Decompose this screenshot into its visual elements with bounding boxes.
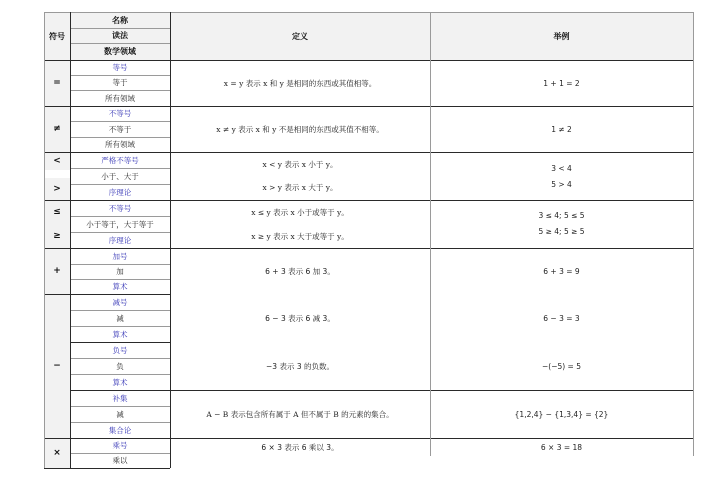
grid-line	[44, 248, 693, 249]
grid-line	[70, 390, 693, 391]
field-equals: 所有领域	[105, 93, 135, 103]
grid-line	[44, 152, 693, 153]
definition-not-equal: x ≠ y 表示 x 和 y 不是相同的东西或其值不相等。	[216, 124, 384, 134]
symbol-times: ×	[44, 438, 70, 468]
example-plus: 6 + 3 = 9	[543, 266, 580, 276]
example-minus: 6 − 3 = 3	[543, 313, 580, 323]
example-equals: 1 + 1 = 2	[543, 78, 580, 88]
field-complement: 集合论	[108, 425, 132, 435]
grid-line	[70, 168, 170, 169]
name-strict-inequality: 严格不等号	[101, 155, 139, 165]
definition-complement: A − B 表示包含所有属于 A 但不属于 B 的元素的集合。	[206, 409, 394, 419]
grid-line	[44, 12, 693, 13]
name-equals: 等号	[112, 63, 128, 72]
example-greater-equal: 5 ≥ 4; 5 ≥ 5	[538, 226, 585, 236]
name-not-equal: 不等号	[108, 109, 132, 118]
definition-less-than: x < y 表示 x 小于 y。	[262, 159, 338, 169]
definition-greater-equal: x ≥ y 表示 x 大于或等于 y。	[251, 231, 349, 241]
symbol-greater-equal: ≥	[44, 224, 70, 248]
grid-line	[70, 137, 170, 138]
grid-line	[70, 121, 170, 122]
reading-minus: 减	[116, 313, 124, 323]
field-plus: 算术	[112, 282, 128, 291]
symbol-greater-than: >	[44, 178, 70, 200]
symbol-less-than: <	[44, 152, 70, 170]
grid-line	[70, 184, 170, 185]
example-times: 6 × 3 = 18	[540, 442, 583, 452]
grid-line	[70, 264, 170, 265]
symbol-minus: −	[44, 294, 70, 438]
grid-line	[430, 12, 431, 456]
field-not-equal: 所有领域	[105, 140, 135, 149]
field-negative: 算术	[112, 377, 128, 387]
definition-minus: 6 − 3 表示 6 减 3。	[265, 313, 335, 323]
field-inequality: 序理论	[108, 235, 132, 245]
definition-negative: −3 表示 3 的负数。	[266, 361, 334, 371]
example-negative: −(−5) = 5	[541, 361, 582, 371]
grid-line	[70, 326, 170, 327]
reading-negative: 负	[116, 361, 124, 371]
header-reading: 读法	[70, 28, 170, 43]
reading-strict-inequality: 小于、大于	[101, 171, 139, 181]
grid-line	[170, 12, 171, 468]
definition-plus: 6 + 3 表示 6 加 3。	[265, 266, 335, 276]
grid-line	[70, 374, 170, 375]
reading-not-equal: 不等于	[108, 124, 132, 134]
grid-line	[70, 310, 170, 311]
field-minus: 算术	[112, 329, 128, 339]
grid-line	[70, 342, 170, 343]
example-greater-than: 5 > 4	[551, 179, 572, 189]
definition-times: 6 × 3 表示 6 乘以 3。	[261, 442, 339, 452]
grid-line	[70, 422, 170, 423]
name-inequality: 不等号	[108, 203, 132, 213]
grid-line	[70, 12, 71, 468]
grid-line	[70, 358, 170, 359]
reading-inequality: 小于等于，大于等于	[86, 219, 154, 229]
reading-times: 乘以	[112, 456, 128, 465]
header-field: 数学领域	[70, 43, 170, 60]
name-negative: 负号	[112, 345, 128, 355]
grid-line	[70, 453, 170, 454]
grid-line	[44, 438, 693, 439]
definition-less-equal: x ≤ y 表示 x 小于或等于 y。	[251, 207, 349, 217]
name-minus: 减号	[112, 297, 128, 307]
symbol-equals: =	[44, 60, 70, 106]
grid-line	[70, 90, 170, 91]
symbol-less-equal: ≤	[44, 200, 70, 224]
grid-line	[70, 232, 170, 233]
reading-plus: 加	[116, 267, 124, 276]
grid-line	[44, 468, 170, 469]
grid-line	[70, 28, 170, 29]
header-name: 名称	[70, 12, 170, 28]
grid-line	[70, 75, 170, 76]
grid-line	[70, 279, 170, 280]
symbol-not-equal: ≠	[44, 106, 70, 152]
name-plus: 加号	[112, 251, 128, 261]
grid-line	[44, 200, 693, 201]
example-not-equal: 1 ≠ 2	[551, 124, 572, 134]
name-complement: 补集	[112, 393, 128, 403]
symbol-plus: +	[44, 248, 70, 294]
example-less-equal: 3 ≤ 4; 5 ≤ 5	[538, 210, 585, 220]
grid-line	[693, 12, 694, 456]
header-definition: 定义	[170, 12, 430, 60]
grid-line	[44, 106, 693, 107]
definition-equals: x = y 表示 x 和 y 是相同的东西或其值相等。	[223, 78, 377, 88]
grid-line	[70, 43, 170, 44]
definition-greater-than: x > y 表示 x 大于 y。	[262, 182, 338, 192]
name-times: 乘号	[112, 441, 128, 450]
grid-line	[44, 60, 693, 61]
example-less-than: 3 < 4	[551, 163, 572, 173]
header-symbol: 符号	[44, 12, 70, 60]
grid-line	[44, 294, 170, 295]
reading-equals: 等于	[112, 78, 128, 87]
grid-line	[44, 12, 45, 468]
grid-line	[70, 216, 170, 217]
header-example: 举例	[430, 12, 693, 60]
grid-line	[70, 406, 170, 407]
field-strict-inequality: 序理论	[108, 187, 132, 197]
reading-complement: 减	[116, 409, 124, 419]
example-complement: {1,2,4} − {1,3,4} = {2}	[514, 409, 609, 419]
